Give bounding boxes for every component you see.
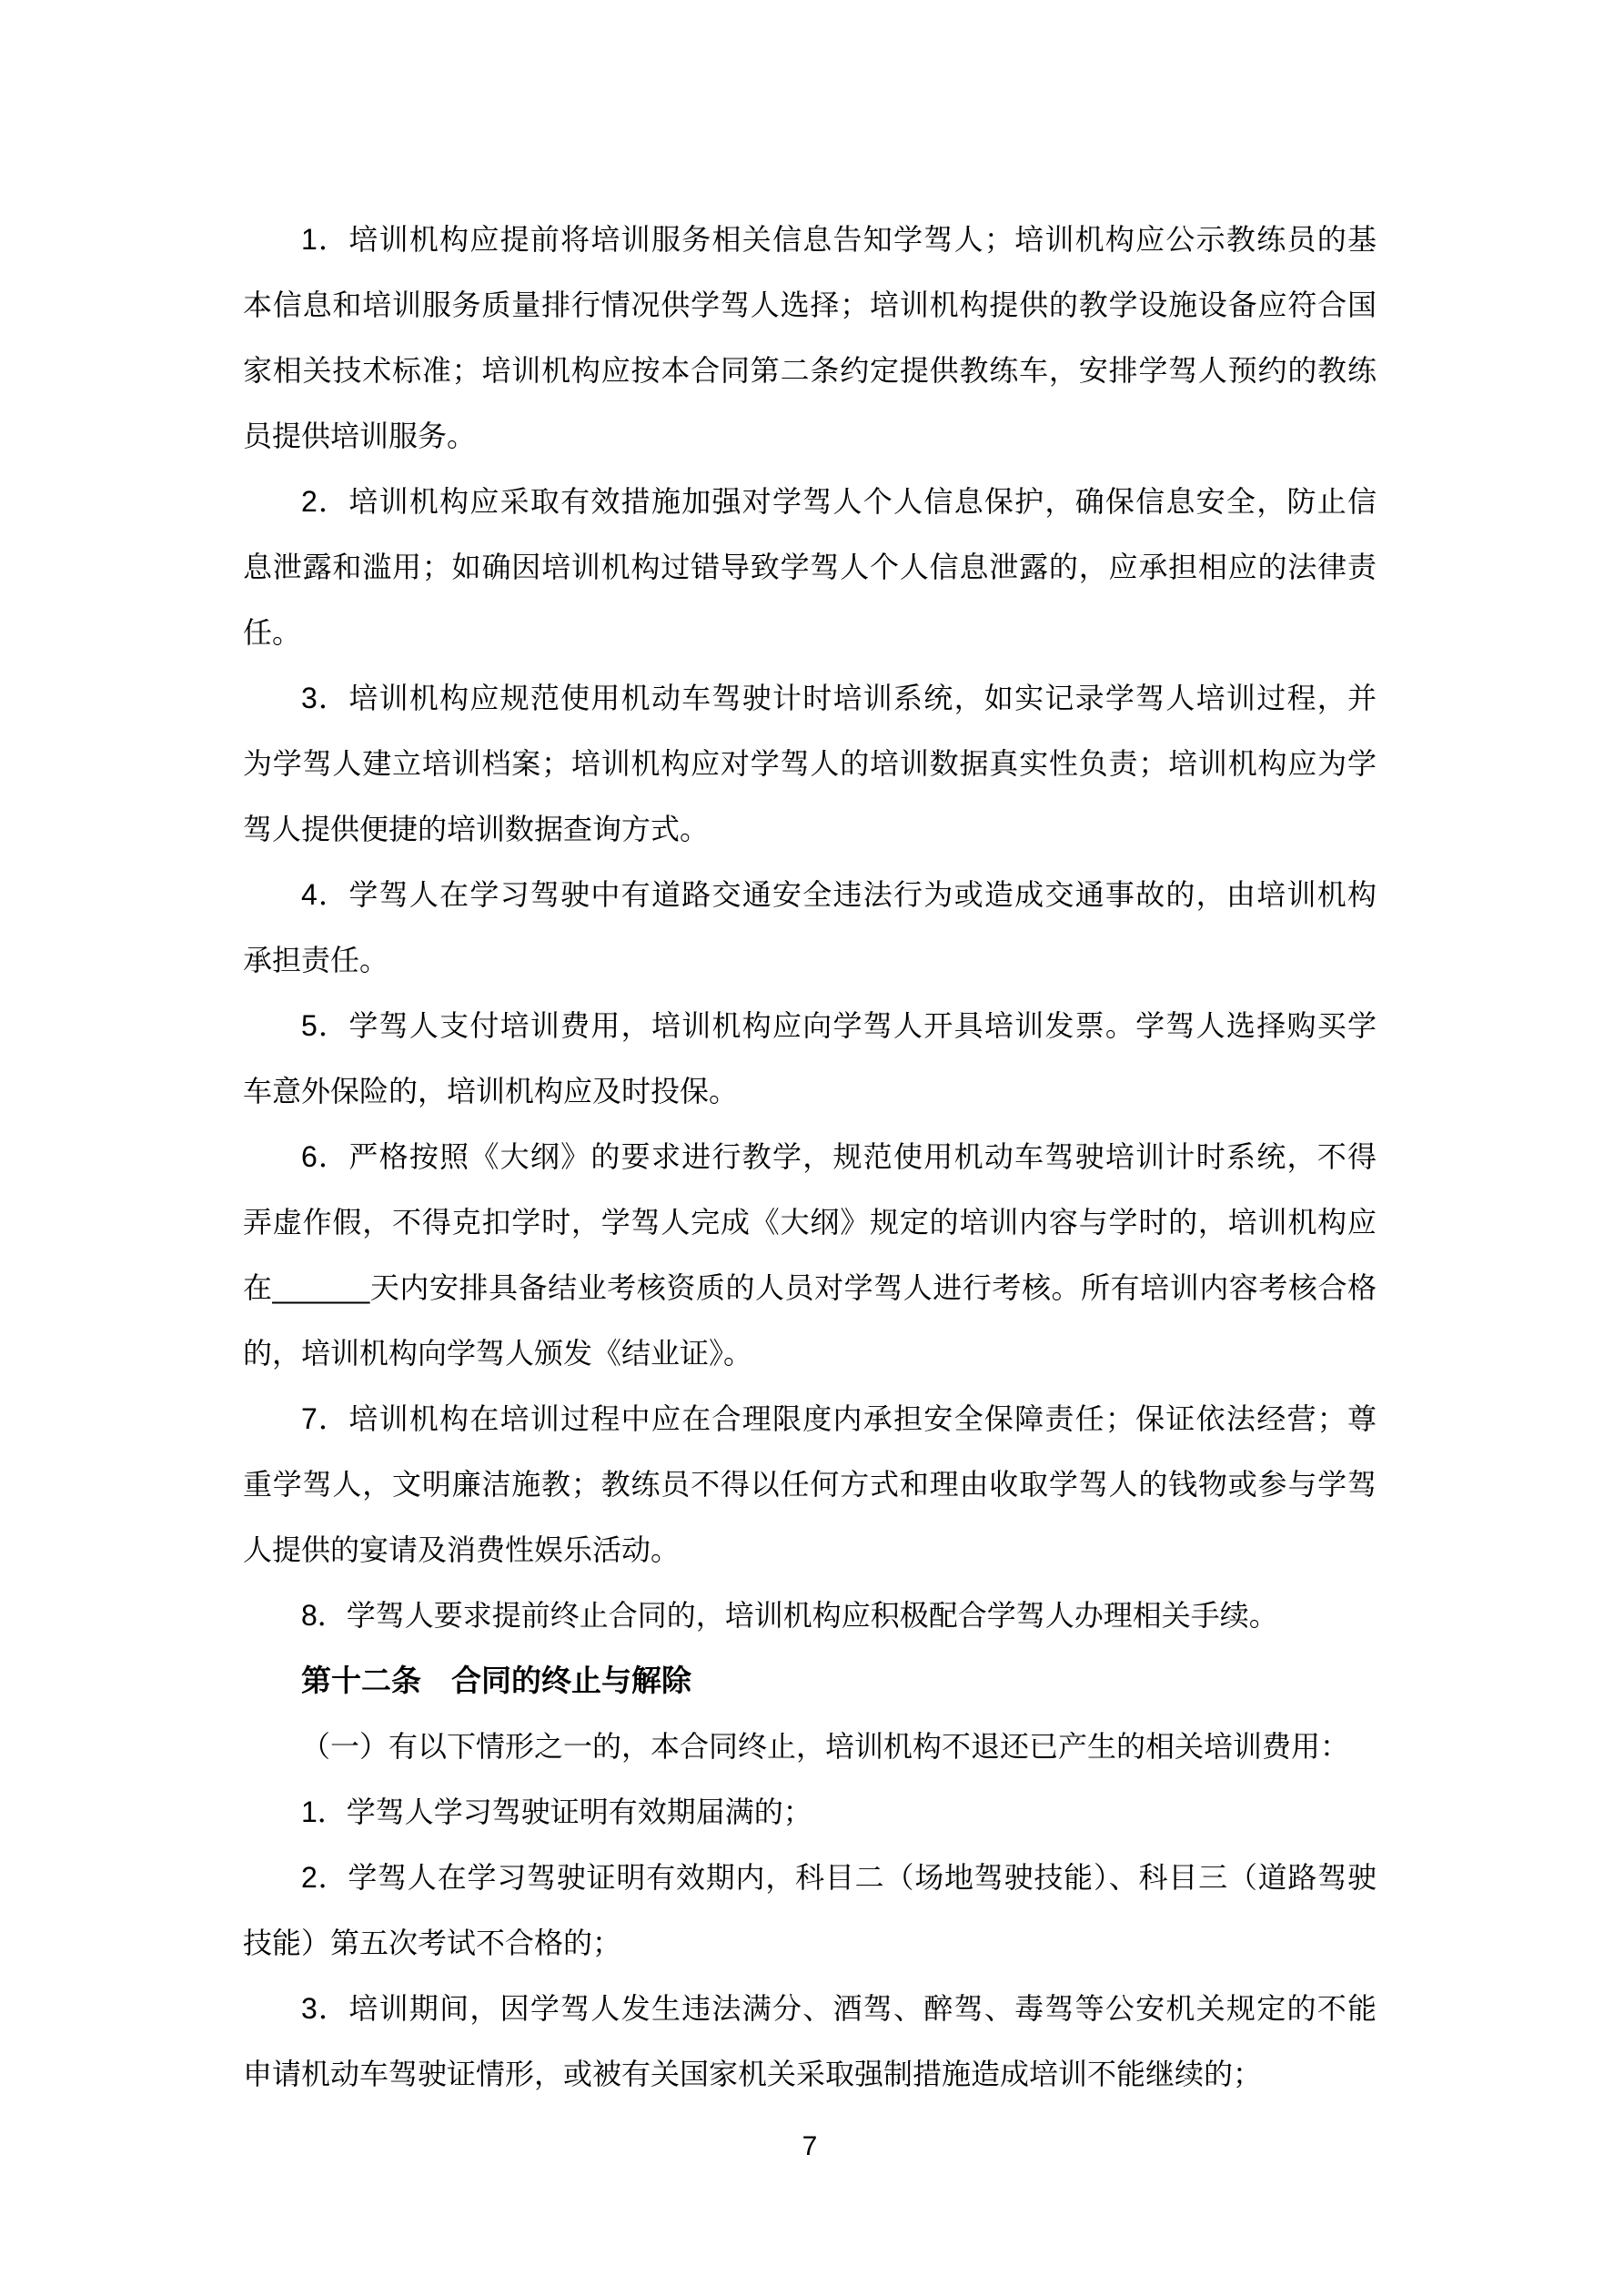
document-line: 任。	[243, 616, 302, 649]
document-line: 重学驾人，文明廉洁施教；教练员不得以任何方式和理由收取学驾人的钱物或参与学驾	[243, 1468, 1377, 1501]
document-line: 驾人提供便捷的培训数据查询方式。	[243, 813, 710, 845]
document-line: 人提供的宴请及消费性娱乐活动。	[243, 1533, 681, 1566]
document-line: 本信息和培训服务质量排行情况供学驾人选择；培训机构提供的教学设施设备应符合国	[243, 288, 1377, 321]
document-line: 2．学驾人在学习驾驶证明有效期内，科目二（场地驾驶技能）、科目三（道路驾驶	[301, 1861, 1377, 1894]
document-line: 6．严格按照《大纲》的要求进行教学，规范使用机动车驾驶培训计时系统，不得	[301, 1140, 1377, 1173]
document-body	[243, 207, 1377, 2107]
document-line: 2．培训机构应采取有效措施加强对学驾人个人信息保护，确保信息安全，防止信	[301, 485, 1377, 518]
section-heading: 第十二条 合同的终止与解除	[301, 1664, 691, 1697]
document-line: 技能）第五次考试不合格的；	[243, 1927, 622, 1959]
document-line: 在______天内安排具备结业考核资质的人员对学驾人进行考核。所有培训内容考核合格	[243, 1271, 1377, 1304]
document-line: 4．学驾人在学习驾驶中有道路交通安全违法行为或造成交通事故的，由培训机构	[301, 878, 1377, 911]
document-line: 息泄露和滥用；如确因培训机构过错导致学驾人个人信息泄露的，应承担相应的法律责	[243, 551, 1377, 583]
document-line: 申请机动车驾驶证情形，或被有关国家机关采取强制措施造成培训不能继续的；	[243, 2058, 1263, 2090]
document-line: 1．培训机构应提前将培训服务相关信息告知学驾人；培训机构应公示教练员的基	[301, 223, 1377, 256]
document-line: 7．培训机构在培训过程中应在合理限度内承担安全保障责任；保证依法经营；尊	[301, 1402, 1377, 1435]
document-line: 3．培训期间，因学驾人发生违法满分、酒驾、醉驾、毒驾等公安机关规定的不能	[301, 1992, 1377, 2025]
document-line: 员提供培训服务。	[243, 420, 477, 452]
document-line: 为学驾人建立培训档案；培训机构应对学驾人的培训数据真实性负责；培训机构应为学	[243, 747, 1377, 780]
document-line: 承担责任。	[243, 944, 389, 976]
document-line: 家相关技术标准；培训机构应按本合同第二条约定提供教练车，安排学驾人预约的教练	[243, 354, 1377, 387]
page-number: 7	[802, 2131, 818, 2161]
document-line: （一）有以下情形之一的，本合同终止，培训机构不退还已产生的相关培训费用：	[301, 1730, 1350, 1763]
document-line: 8．学驾人要求提前终止合同的，培训机构应积极配合学驾人办理相关手续。	[301, 1599, 1278, 1632]
document-line: 3．培训机构应规范使用机动车驾驶计时培训系统，如实记录学驾人培训过程，并	[301, 682, 1377, 714]
document-line: 弄虚作假，不得克扣学时，学驾人完成《大纲》规定的培训内容与学时的，培训机构应	[243, 1206, 1377, 1239]
document-line: 车意外保险的，培训机构应及时投保。	[243, 1075, 739, 1108]
document-line: 的，培训机构向学驾人颁发《结业证》。	[243, 1337, 753, 1370]
document-line: 1．学驾人学习驾驶证明有效期届满的；	[301, 1795, 812, 1828]
document-line: 5．学驾人支付培训费用，培训机构应向学驾人开具培训发票。学驾人选择购买学	[301, 1009, 1377, 1042]
